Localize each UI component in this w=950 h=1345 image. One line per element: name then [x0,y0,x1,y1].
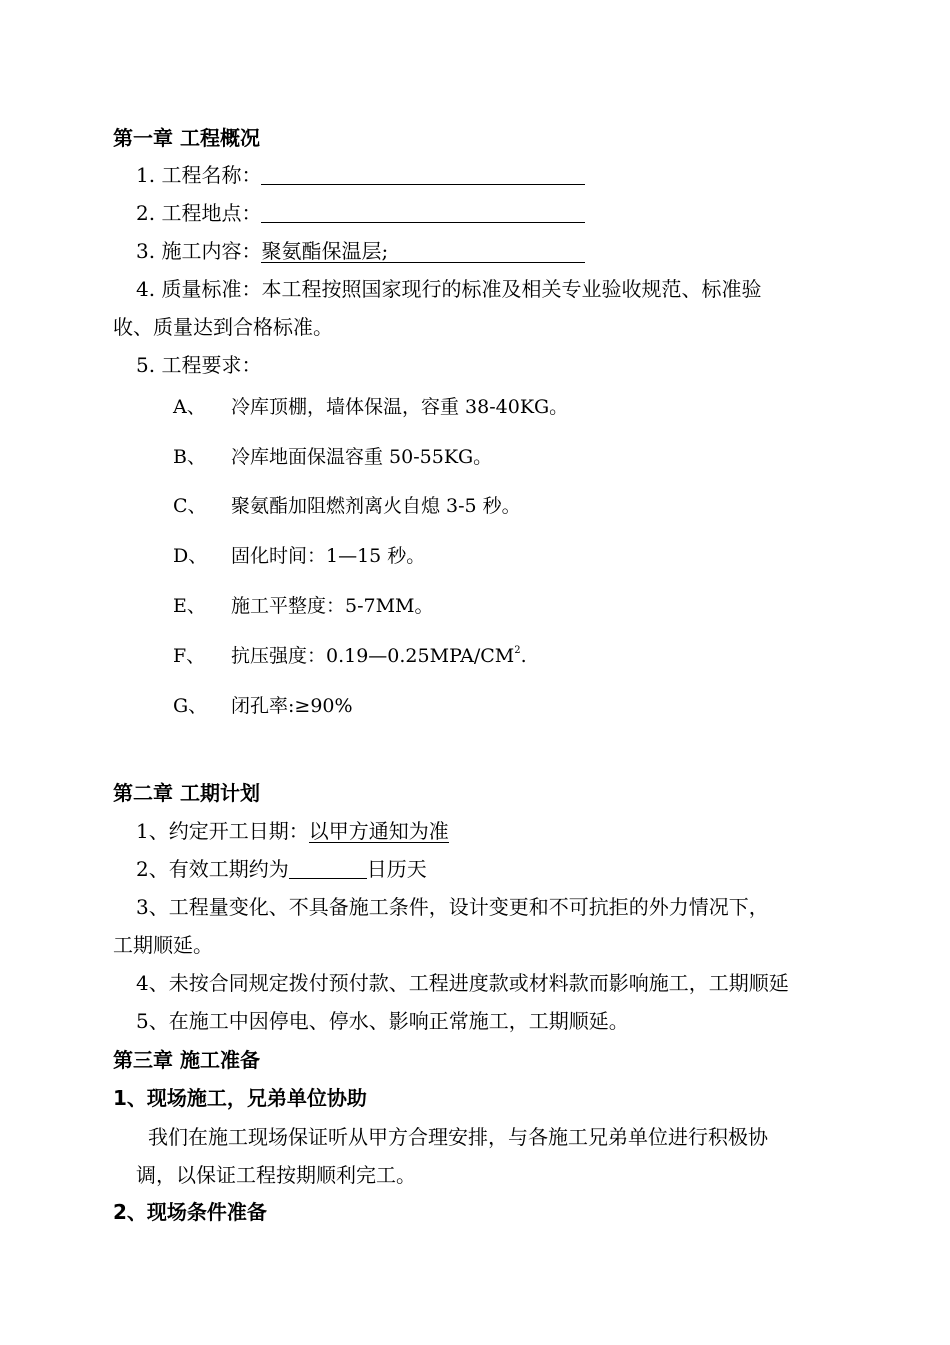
requirement-text: 冷库顶棚，墙体保温，容重 38-40KG。 [231,396,569,418]
chapter1-heading: 第一章 工程概况 [113,126,260,150]
duration-blank [289,858,367,879]
extension-clause-line1: 3、工程量变化、不具备施工条件，设计变更和不可抗拒的外力情况下， [136,895,769,919]
start-date-value: 以甲方通知为准 [308,819,449,843]
requirement-text: 聚氨酯加阻燃剂离火自熄 3-5 秒。 [231,495,521,517]
requirement-letter: B、 [173,446,206,468]
requirement-text: 施工平整度：5-7MM。 [231,595,434,617]
requirement-letter: E、 [173,595,206,617]
project-location-label: 2. 工程地点： [136,201,262,225]
requirement-letter: G、 [173,695,208,717]
section-site-conditions-heading: 2、现场条件准备 [113,1200,267,1224]
construction-content-value: 聚氨酯保温层; [261,240,585,263]
quality-standard-line1: 4. 质量标准：本工程按照国家现行的标准及相关专业验收规范、标准验 [136,277,762,301]
construction-content-line [136,238,585,264]
extension-clause-line2: 工期顺延。 [113,933,213,957]
payment-delay-clause: 4、未按合同规定拨付预付款、工程进度款或材料款而影响施工，工期顺延 [136,971,789,995]
requirement-letter: D、 [173,545,208,567]
site-coordination-text-line1: 我们在施工现场保证听从甲方合理安排，与各施工兄弟单位进行积极协 [148,1125,768,1149]
duration-line [136,856,427,882]
chapter3-heading: 第三章 施工准备 [113,1048,260,1072]
requirement-letter: C、 [173,495,207,517]
requirement-letter: A、 [173,396,206,418]
duration-label: 2、有效工期约为 [136,857,289,881]
project-requirements-label: 5. 工程要求： [136,353,262,377]
start-date-line [136,818,449,844]
compressive-strength-suffix: . [520,645,527,667]
project-location-blank [261,202,585,223]
requirement-text: 闭孔率:≥90% [231,695,353,717]
project-name-label: 1. 工程名称： [136,163,262,187]
construction-content-label: 3. 施工内容： [136,239,262,263]
quality-standard-line2: 收、质量达到合格标准。 [113,315,333,339]
requirement-text: 固化时间：1—15 秒。 [231,545,426,567]
power-outage-clause: 5、在施工中因停电、停水、影响正常施工，工期顺延。 [136,1009,629,1033]
chapter2-heading: 第二章 工期计划 [113,781,260,805]
duration-unit: 日历天 [366,857,427,881]
superscript-2: 2 [514,645,521,656]
project-name-line [136,162,585,188]
section-site-coordination-heading: 1、现场施工，兄弟单位协助 [113,1086,367,1110]
project-location-line [136,200,585,226]
start-date-label: 1、约定开工日期： [136,819,309,843]
requirement-text-compressive-strength [231,644,527,668]
requirement-letter: F、 [173,645,206,667]
requirement-text: 冷库地面保温容重 50-55KG。 [231,446,493,468]
compressive-strength-text: 抗压强度：0.19—0.25MPA/CM [231,645,515,667]
project-name-blank [261,164,585,185]
site-coordination-text-line2: 调，以保证工程按期顺利完工。 [136,1163,416,1187]
